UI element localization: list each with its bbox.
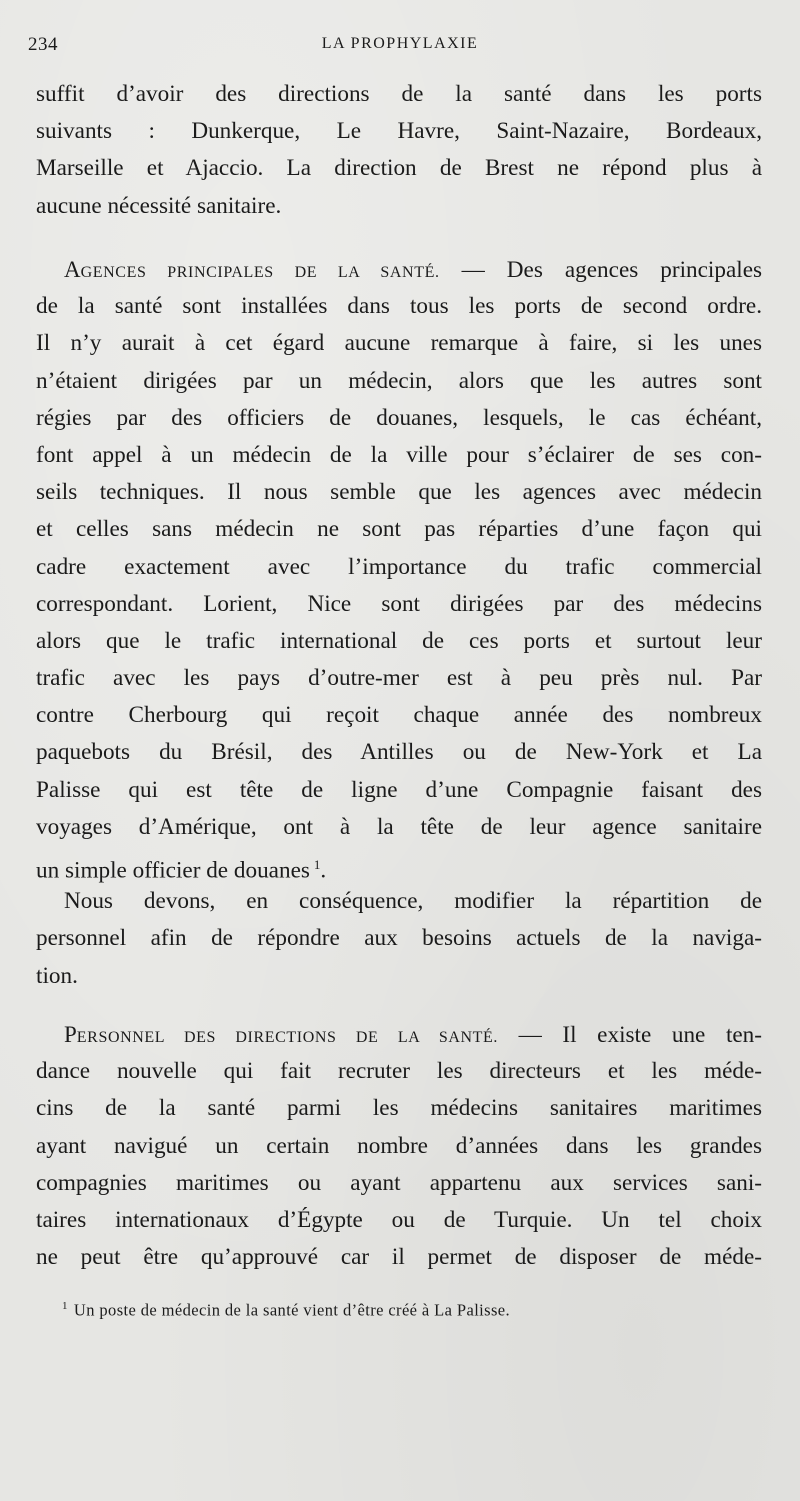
footnote	[62, 1300, 510, 1321]
running-head	[28, 34, 772, 58]
text-line: ayant navigué un certain nombre d’années dans les grandes	[36, 1132, 762, 1159]
text-line: correspondant. Lorient, Nice sont dirigées par des médecins	[36, 590, 762, 617]
section-heading-line: AGENCES PRINCIPALES DE LA SANTÉ. — Des agences principales	[64, 257, 763, 283]
page-number: 234	[28, 34, 58, 55]
text-line: n’étaient dirigées par un médecin, alors que les autres sont	[36, 367, 762, 394]
text-line: paquebots du Brésil, des Antilles ou de New-York et La	[36, 739, 762, 766]
footnote-text: Un poste de médecin de la santé vient d’être créé à La Palisse.	[73, 1300, 511, 1320]
text-line: cadre exactement avec l’importance du trafic commercial	[36, 553, 762, 580]
text-line: seils techniques. Il nous semble que les agences avec médecin	[36, 479, 762, 506]
paragraph-directions	[36, 76, 762, 225]
section-personnel-directions	[36, 1016, 762, 1276]
footnote-mark: 1	[62, 1300, 68, 1312]
running-title: LA PROPHYLAXIE	[321, 35, 479, 52]
text-line: et celles sans médecin ne sont pas réparties d’une façon qui	[36, 516, 762, 543]
text-line: régies par des officiers de douanes, lesquels, le cas échéant,	[36, 404, 762, 431]
footnote-reference: 1	[313, 857, 321, 872]
text-line: taires internationaux d’Égypte ou de Turquie. Un tel choix	[36, 1206, 762, 1233]
text-line: de la santé sont installées dans tous les ports de second ordre.	[36, 293, 762, 320]
text-line: suffit d’avoir des directions de la santé dans les ports	[36, 81, 762, 107]
text-line: Nous devons, en conséquence, modifier la répartition de	[64, 888, 762, 915]
text-line: dance nouvelle qui fait recruter les directeurs et les méde-	[36, 1058, 762, 1085]
text-line: Palisse qui est tête de ligne d’une Compagnie faisant des	[36, 776, 762, 803]
text-line: aucune nécessité sanitaire.	[36, 192, 282, 219]
text-line: ne peut être qu’approuvé car il permet de disposer de méde-	[36, 1244, 762, 1271]
text-line: contre Cherbourg qui reçoit chaque année des nombreux	[36, 702, 762, 729]
text-line: Il n’y aurait à cet égard aucune remarque à faire, si les unes	[36, 330, 762, 357]
text-line: cins de la santé parmi les médecins sanitaires maritimes	[36, 1095, 762, 1122]
text-line: compagnies maritimes ou ayant appartenu aux services sani-	[36, 1169, 762, 1196]
text-line: personnel afin de répondre aux besoins actuels de la naviga-	[36, 925, 762, 952]
text-line: alors que le trafic international de ces ports et surtout leur	[36, 627, 762, 654]
section-heading: PERSONNEL DES DIRECTIONS DE LA SANTÉ.	[64, 1022, 499, 1047]
text-line: trafic avec les pays d’outre-mer est à peu près nul. Par	[36, 665, 762, 692]
text-line: voyages d’Amérique, ont à la tête de leur agence sanitaire	[36, 813, 762, 840]
text-line: Marseille et Ajaccio. La direction de Brest ne répond plus à	[36, 155, 762, 182]
text-line: suivants : Dunkerque, Le Havre, Saint-Nazaire, Bordeaux,	[36, 118, 762, 145]
text-line: font appel à un médecin de la ville pour s’éclairer de ses con-	[36, 441, 762, 468]
text-line: un simple officier de douanes $^1$.	[36, 857, 327, 884]
section-heading-line: PERSONNEL DES DIRECTIONS DE LA SANTÉ. — Il existe une ten-	[64, 1022, 762, 1048]
section-agences-principales	[36, 251, 762, 995]
text-line: tion.	[36, 962, 78, 989]
section-heading: AGENCES PRINCIPALES DE LA SANTÉ.	[64, 257, 440, 282]
